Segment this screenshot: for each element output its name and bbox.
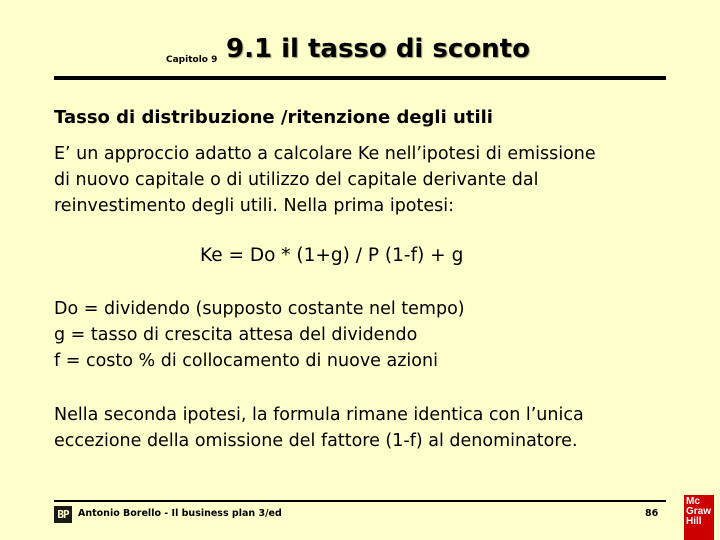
intro-paragraph (54, 141, 596, 219)
intro-line: E’ un approccio adatto a calcolare Ke nell’ipotesi di emissione (54, 144, 596, 164)
definition-item: f = costo % di collocamento di nuove azioni (54, 351, 438, 371)
definition-item: g = tasso di crescita attesa del dividendo (54, 325, 418, 345)
page-number: 86 (645, 508, 659, 519)
footer-text: Antonio Borello - Il business plan 3/ed (78, 508, 282, 519)
title-divider (54, 76, 666, 80)
second-line: Nella seconda ipotesi, la formula rimane identica con l’unica (54, 405, 584, 425)
publisher-logo-line: Hill (686, 516, 702, 527)
bp-logo-icon: BP (54, 506, 72, 523)
intro-line: di nuovo capitale o di utilizzo del capitale derivante dal (54, 170, 539, 190)
section-heading: Tasso di distribuzione /ritenzione degli utili (54, 107, 493, 128)
publisher-logo-icon (684, 495, 714, 540)
second-line: eccezione della omissione del fattore (1-f) al denominatore. (54, 431, 578, 451)
publisher-logo-line: Graw (686, 506, 712, 517)
formula: Ke = Do * (1+g) / P (1-f) + g (200, 245, 464, 266)
publisher-logo-line: Mc (686, 496, 700, 507)
chapter-label: Capitolo 9 (166, 55, 218, 65)
second-paragraph (54, 402, 584, 454)
slide-title: 9.1 il tasso di sconto (226, 34, 530, 64)
intro-line: reinvestimento degli utili. Nella prima ipotesi: (54, 196, 455, 216)
definitions-list (54, 296, 465, 374)
definition-item: Do = dividendo (supposto costante nel tempo) (54, 299, 465, 319)
footer-divider (54, 500, 666, 502)
